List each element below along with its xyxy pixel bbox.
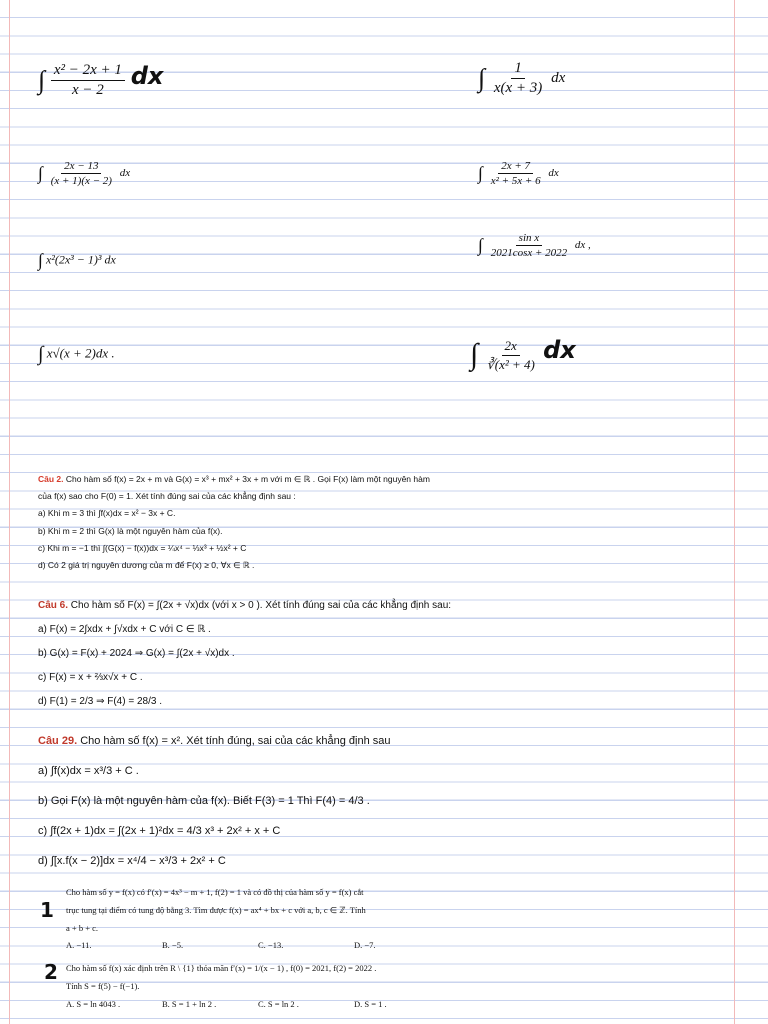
numerator: 2x [502, 338, 520, 356]
cau-6-statement: Cho hàm số F(x) = ∫(2x + √x)dx (với x > 0 ). Xét tính đúng sai của các khẳng định sau: [68, 600, 452, 611]
fraction [488, 160, 544, 187]
option-d: D. −7. [354, 940, 376, 951]
cau-29-option-c: c) ∫f(2x + 1)dx = ∫(2x + 1)²dx = 4/3 x³ + 2x² + x + C [38, 825, 281, 837]
dx: dx [119, 167, 131, 180]
cau-29-statement: Cho hàm số f(x) = x². Xét tính đúng, sai của các khẳng định sau [77, 735, 391, 747]
cau-6-option-d: d) F(1) = 2/3 ⇒ F(4) = 28/3 . [38, 696, 162, 707]
cau-2-statement: Cho hàm số f(x) = 2x + m và G(x) = x³ + mx² + 3x + m với m ∈ ℝ . Gọi F(x) làm một nguyên hàm [63, 474, 430, 484]
denominator: x(x + 3) [493, 80, 543, 96]
question-2-line-2: Tính S = f(5) − f(−1). [66, 980, 140, 991]
cau-2-heading: Câu 2. [38, 474, 64, 484]
dx: dx [548, 167, 559, 180]
cau-29-option-a: a) ∫f(x)dx = x³/3 + C . [38, 765, 139, 777]
cau-2-line-1 [38, 471, 430, 488]
question-1-line-3: a + b + c. [66, 922, 99, 933]
option-a: A. S = ln 4043 . [66, 998, 121, 1009]
numerator: sin x [516, 232, 542, 246]
question-1-line-2: trục tung tại điểm có tung độ bằng 3. Tìm được f(x) = ax⁴ + bx + c với a, b, c ∈ ℤ. Tính [66, 904, 366, 915]
numerator: 2x + 7 [498, 160, 533, 174]
dx: dx , [574, 239, 591, 252]
dx: dx [551, 69, 566, 86]
handwritten-dx: dx [130, 62, 164, 90]
integral-5 [38, 250, 116, 271]
handwritten-number-1: 1 [40, 898, 54, 922]
option-a: A. −11. [66, 940, 92, 951]
cau-2-option-d: d) Có 2 giá trị nguyên dương của m để F(x) ≥ 0, ∀x ∈ ℝ . [38, 560, 255, 571]
fraction [488, 232, 570, 259]
integral-8 [470, 336, 576, 373]
cau-6-option-c: c) F(x) = x + ⅔x√x + C . [38, 672, 143, 683]
integral-sign: ∫ [38, 250, 43, 270]
integrand: x√(x + 2)dx . [46, 345, 115, 361]
cau-29-block [38, 726, 391, 876]
integral-6 [478, 232, 591, 259]
cau-29-option-b: b) Gọi F(x) là một nguyên hàm của f(x). Biết F(3) = 1 Thì F(4) = 4/3 . [38, 795, 370, 807]
cau-6-block [38, 594, 451, 714]
integral-sign: ∫ [38, 343, 44, 365]
handwritten-dx: dx [543, 336, 576, 364]
integrand: x²(2x³ − 1)³ dx [45, 252, 116, 267]
question-1-line-1: Cho hàm số y = f(x) có f′(x) = 4x³ − m + 1, f(2) = 1 và có đồ thị của hàm số y = f(x) cắt [66, 887, 364, 897]
numerator: 2x − 13 [61, 160, 101, 174]
question-1-options [66, 937, 450, 955]
question-1 [66, 884, 450, 955]
integral-2 [478, 60, 565, 97]
integral-3 [38, 160, 130, 187]
denominator: x² + 5x + 6 [490, 175, 541, 187]
right-margin-line [734, 0, 735, 1024]
integral-sign: ∫ [478, 163, 483, 183]
fraction [491, 60, 545, 97]
cau-2-option-a: a) Khi m = 3 thì ∫f(x)dx = x² − 3x + C. [38, 508, 176, 519]
cau-29-line-1 [38, 726, 391, 756]
integral-sign: ∫ [38, 65, 46, 95]
numerator: 1 [511, 60, 525, 79]
integral-sign: ∫ [478, 63, 486, 93]
cau-2-block [38, 471, 430, 574]
fraction [48, 160, 115, 187]
option-b: B. S = 1 + ln 2 . [162, 998, 217, 1009]
question-2 [66, 960, 450, 1013]
integral-7 [38, 343, 115, 366]
numerator: x² − 2x + 1 [51, 62, 125, 81]
cau-6-line-1 [38, 594, 451, 618]
cau-2-line-2: của f(x) sao cho F(0) = 1. Xét tính đúng sai của các khẳng định sau : [38, 491, 296, 502]
question-2-line-1: Cho hàm số f(x) xác định trên R \ {1} thỏa mãn f′(x) = 1/(x − 1) , f(0) = 2021, f(2) = 2022 . [66, 963, 377, 973]
denominator: ∛(x² + 4) [486, 356, 535, 372]
integral-4 [478, 160, 559, 187]
option-b: B. −5. [162, 940, 184, 951]
option-c: C. −13. [258, 940, 284, 951]
cau-29-heading: Câu 29. [38, 735, 78, 747]
integral-sign: ∫ [38, 163, 43, 183]
denominator: x − 2 [72, 82, 104, 99]
denominator: 2021cosx + 2022 [490, 247, 568, 259]
fraction [51, 62, 125, 99]
fraction [483, 338, 537, 373]
question-2-options [66, 996, 450, 1014]
cau-6-option-a: a) F(x) = 2∫xdx + ∫√xdx + C với C ∈ ℝ . [38, 624, 211, 635]
cau-2-option-c: c) Khi m = −1 thì ∫(G(x) − f(x))dx = ¼x⁴ − ⅓x³ + ½x² + C [38, 542, 247, 553]
left-margin-line [9, 0, 10, 1024]
integral-sign: ∫ [478, 235, 483, 255]
cau-6-option-b: b) G(x) = F(x) + 2024 ⇒ G(x) = ∫(2x + √x)dx . [38, 648, 235, 659]
option-c: C. S = ln 2 . [258, 998, 299, 1009]
integral-sign: ∫ [470, 338, 479, 372]
cau-29-option-d: d) ∫[x.f(x − 2)]dx = x⁴/4 − x³/3 + 2x² + C [38, 855, 226, 867]
integral-1 [38, 62, 163, 99]
cau-6-heading: Câu 6. [38, 600, 69, 611]
handwritten-number-2: 2 [44, 960, 58, 984]
option-d: D. S = 1 . [354, 998, 387, 1009]
denominator: (x + 1)(x − 2) [50, 175, 112, 187]
cau-2-option-b: b) Khi m = 2 thì G(x) là một nguyên hàm của f(x). [38, 525, 223, 536]
